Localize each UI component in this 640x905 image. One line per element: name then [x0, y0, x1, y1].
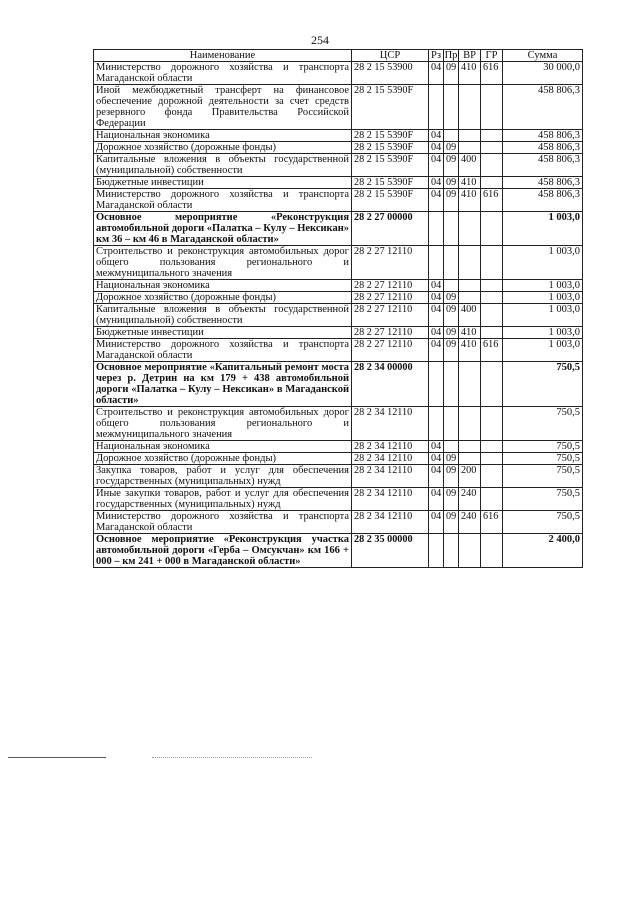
footer-rule: [8, 757, 106, 758]
cell-rz: 04: [429, 441, 444, 453]
cell-rz: 04: [429, 453, 444, 465]
cell-sum: 2 400,0: [503, 534, 583, 568]
cell-csr: 28 2 35 00000: [352, 534, 429, 568]
cell-rz: [429, 212, 444, 246]
cell-name: Строительство и реконструкция автомобильных дорог общего пользования регионального и межмуниципального значения: [94, 407, 352, 441]
cell-gr: [481, 453, 503, 465]
cell-rz: 04: [429, 339, 444, 362]
cell-gr: 616: [481, 339, 503, 362]
cell-rz: 04: [429, 465, 444, 488]
cell-name: Дорожное хозяйство (дорожные фонды): [94, 453, 352, 465]
table-row: [94, 453, 583, 465]
cell-csr: 28 2 15 5390F: [352, 130, 429, 142]
cell-csr: 28 2 15 53900: [352, 62, 429, 85]
cell-name: Основное мероприятие «Капитальный ремонт моста через р. Детрин на км 179 + 438 автомобильной дороги «Палатка – Кулу – Нексикан» в Магаданской области»: [94, 362, 352, 407]
table-row: [94, 339, 583, 362]
cell-gr: 616: [481, 189, 503, 212]
cell-sum: 1 003,0: [503, 280, 583, 292]
cell-rz: 04: [429, 488, 444, 511]
cell-rz: 04: [429, 511, 444, 534]
cell-rz: [429, 246, 444, 280]
cell-sum: 750,5: [503, 441, 583, 453]
cell-vr: [459, 441, 481, 453]
cell-name: Национальная экономика: [94, 130, 352, 142]
cell-name: Иные закупки товаров, работ и услуг для обеспечения государственных (муниципальных) нужд: [94, 488, 352, 511]
cell-sum: 750,5: [503, 465, 583, 488]
table-row: [94, 511, 583, 534]
cell-vr: 240: [459, 511, 481, 534]
cell-gr: 616: [481, 511, 503, 534]
header-rz: Рз: [429, 50, 444, 62]
cell-rz: 04: [429, 327, 444, 339]
cell-csr: 28 2 34 12110: [352, 488, 429, 511]
cell-csr: 28 2 15 5390F: [352, 189, 429, 212]
cell-csr: 28 2 15 5390F: [352, 142, 429, 154]
table-row: [94, 327, 583, 339]
cell-pr: [444, 280, 459, 292]
cell-gr: [481, 142, 503, 154]
cell-vr: [459, 407, 481, 441]
cell-vr: [459, 534, 481, 568]
table-row: [94, 212, 583, 246]
cell-csr: 28 2 15 5390F: [352, 154, 429, 177]
cell-rz: 04: [429, 177, 444, 189]
cell-pr: [444, 407, 459, 441]
cell-pr: 09: [444, 62, 459, 85]
cell-name: Капитальные вложения в объекты государственной (муниципальной) собственности: [94, 304, 352, 327]
cell-gr: [481, 85, 503, 130]
cell-pr: 09: [444, 488, 459, 511]
cell-csr: 28 2 34 00000: [352, 362, 429, 407]
cell-pr: 09: [444, 304, 459, 327]
table-row: [94, 534, 583, 568]
cell-name: Бюджетные инвестиции: [94, 177, 352, 189]
table-row: [94, 189, 583, 212]
cell-vr: [459, 453, 481, 465]
cell-pr: [444, 85, 459, 130]
header-csr: ЦСР: [352, 50, 429, 62]
cell-vr: 410: [459, 177, 481, 189]
header-gr: ГР: [481, 50, 503, 62]
cell-pr: 09: [444, 154, 459, 177]
cell-gr: [481, 465, 503, 488]
cell-pr: [444, 212, 459, 246]
cell-rz: 04: [429, 130, 444, 142]
table-body: [94, 62, 583, 568]
cell-sum: 750,5: [503, 453, 583, 465]
cell-csr: 28 2 34 12110: [352, 511, 429, 534]
cell-sum: 458 806,3: [503, 142, 583, 154]
cell-vr: 240: [459, 488, 481, 511]
cell-csr: 28 2 27 12110: [352, 292, 429, 304]
cell-csr: 28 2 15 5390F: [352, 177, 429, 189]
cell-name: Национальная экономика: [94, 280, 352, 292]
table-row: [94, 130, 583, 142]
cell-gr: [481, 246, 503, 280]
cell-name: Министерство дорожного хозяйства и транспорта Магаданской области: [94, 62, 352, 85]
cell-sum: 1 003,0: [503, 246, 583, 280]
cell-csr: 28 2 34 12110: [352, 465, 429, 488]
cell-sum: 458 806,3: [503, 130, 583, 142]
cell-pr: [444, 246, 459, 280]
cell-csr: 28 2 27 12110: [352, 304, 429, 327]
cell-csr: 28 2 27 12110: [352, 327, 429, 339]
cell-gr: [481, 488, 503, 511]
cell-sum: 750,5: [503, 407, 583, 441]
cell-csr: 28 2 27 12110: [352, 280, 429, 292]
cell-vr: 410: [459, 189, 481, 212]
page-number: 254: [311, 33, 329, 47]
cell-sum: 458 806,3: [503, 85, 583, 130]
cell-name: Иной межбюджетный трансферт на финансовое обеспечение дорожной деятельности за счет средств резервного фонда Правительства Российской Федерации: [94, 85, 352, 130]
table-row: [94, 246, 583, 280]
cell-gr: [481, 362, 503, 407]
table-row: [94, 85, 583, 130]
table-row: [94, 441, 583, 453]
cell-pr: 09: [444, 142, 459, 154]
cell-name: Министерство дорожного хозяйства и транспорта Магаданской области: [94, 339, 352, 362]
cell-gr: [481, 212, 503, 246]
cell-csr: 28 2 27 00000: [352, 212, 429, 246]
table-row: [94, 154, 583, 177]
cell-name: Дорожное хозяйство (дорожные фонды): [94, 142, 352, 154]
cell-gr: [481, 154, 503, 177]
cell-vr: 410: [459, 339, 481, 362]
cell-gr: [481, 177, 503, 189]
cell-sum: 750,5: [503, 511, 583, 534]
cell-vr: [459, 246, 481, 280]
cell-sum: 750,5: [503, 362, 583, 407]
table-row: [94, 142, 583, 154]
cell-name: Национальная экономика: [94, 441, 352, 453]
cell-gr: [481, 407, 503, 441]
cell-csr: 28 2 15 5390F: [352, 85, 429, 130]
cell-csr: 28 2 27 12110: [352, 246, 429, 280]
cell-pr: 09: [444, 453, 459, 465]
table-row: [94, 465, 583, 488]
cell-rz: 04: [429, 154, 444, 177]
cell-vr: [459, 292, 481, 304]
table-row: [94, 362, 583, 407]
cell-pr: [444, 534, 459, 568]
cell-rz: 04: [429, 280, 444, 292]
cell-name: Строительство и реконструкция автомобильных дорог общего пользования регионального и межмуниципального значения: [94, 246, 352, 280]
cell-sum: 1 003,0: [503, 339, 583, 362]
cell-vr: [459, 85, 481, 130]
table-row: [94, 407, 583, 441]
header-name: Наименование: [94, 50, 352, 62]
cell-csr: 28 2 34 12110: [352, 407, 429, 441]
cell-sum: 750,5: [503, 488, 583, 511]
cell-csr: 28 2 27 12110: [352, 339, 429, 362]
header-sum: Сумма: [503, 50, 583, 62]
cell-rz: [429, 362, 444, 407]
cell-sum: 1 003,0: [503, 327, 583, 339]
budget-table: [93, 49, 583, 568]
cell-rz: 04: [429, 62, 444, 85]
header-vr: ВР: [459, 50, 481, 62]
cell-vr: 200: [459, 465, 481, 488]
cell-gr: [481, 130, 503, 142]
cell-sum: 1 003,0: [503, 292, 583, 304]
cell-gr: [481, 441, 503, 453]
table-row: [94, 62, 583, 85]
cell-pr: 09: [444, 511, 459, 534]
cell-name: Бюджетные инвестиции: [94, 327, 352, 339]
cell-gr: [481, 280, 503, 292]
cell-rz: 04: [429, 189, 444, 212]
cell-csr: 28 2 34 12110: [352, 441, 429, 453]
cell-gr: [481, 304, 503, 327]
cell-rz: 04: [429, 142, 444, 154]
cell-name: Закупка товаров, работ и услуг для обеспечения государственных (муниципальных) нужд: [94, 465, 352, 488]
cell-sum: 1 003,0: [503, 304, 583, 327]
cell-vr: 410: [459, 327, 481, 339]
table-row: [94, 304, 583, 327]
table-row: [94, 292, 583, 304]
cell-name: Капитальные вложения в объекты государственной (муниципальной) собственности: [94, 154, 352, 177]
cell-rz: 04: [429, 292, 444, 304]
cell-vr: [459, 362, 481, 407]
table-header-row: [94, 50, 583, 62]
cell-pr: 09: [444, 189, 459, 212]
cell-gr: [481, 534, 503, 568]
table-row: [94, 280, 583, 292]
cell-pr: 09: [444, 339, 459, 362]
cell-rz: [429, 407, 444, 441]
cell-gr: [481, 327, 503, 339]
cell-vr: 400: [459, 304, 481, 327]
cell-sum: 458 806,3: [503, 189, 583, 212]
cell-name: Министерство дорожного хозяйства и транспорта Магаданской области: [94, 189, 352, 212]
cell-name: Дорожное хозяйство (дорожные фонды): [94, 292, 352, 304]
cell-pr: [444, 362, 459, 407]
cell-vr: [459, 212, 481, 246]
cell-gr: [481, 292, 503, 304]
table-row: [94, 488, 583, 511]
cell-pr: 09: [444, 465, 459, 488]
cell-name: Министерство дорожного хозяйства и транспорта Магаданской области: [94, 511, 352, 534]
cell-pr: [444, 130, 459, 142]
footer-rule-faint: [152, 757, 312, 758]
cell-vr: 410: [459, 62, 481, 85]
cell-rz: [429, 85, 444, 130]
table-row: [94, 177, 583, 189]
cell-rz: [429, 534, 444, 568]
cell-pr: [444, 441, 459, 453]
cell-sum: 30 000,0: [503, 62, 583, 85]
cell-sum: 458 806,3: [503, 177, 583, 189]
cell-name: Основное мероприятие «Реконструкция автомобильной дороги «Палатка – Кулу – Нексикан» км 36 – км 46 в Магаданской области»: [94, 212, 352, 246]
cell-sum: 1 003,0: [503, 212, 583, 246]
cell-pr: 09: [444, 177, 459, 189]
cell-pr: 09: [444, 327, 459, 339]
cell-vr: [459, 130, 481, 142]
cell-rz: 04: [429, 304, 444, 327]
cell-vr: [459, 280, 481, 292]
cell-vr: [459, 142, 481, 154]
cell-vr: 400: [459, 154, 481, 177]
header-pr: Пр: [444, 50, 458, 61]
cell-pr: 09: [444, 292, 459, 304]
cell-name: Основное мероприятие «Реконструкция участка автомобильной дороги «Герба – Омсукчан» км 166 + 000 – км 241 + 000 в Магаданской области»: [94, 534, 352, 568]
cell-csr: 28 2 34 12110: [352, 453, 429, 465]
cell-sum: 458 806,3: [503, 154, 583, 177]
cell-gr: 616: [481, 62, 503, 85]
